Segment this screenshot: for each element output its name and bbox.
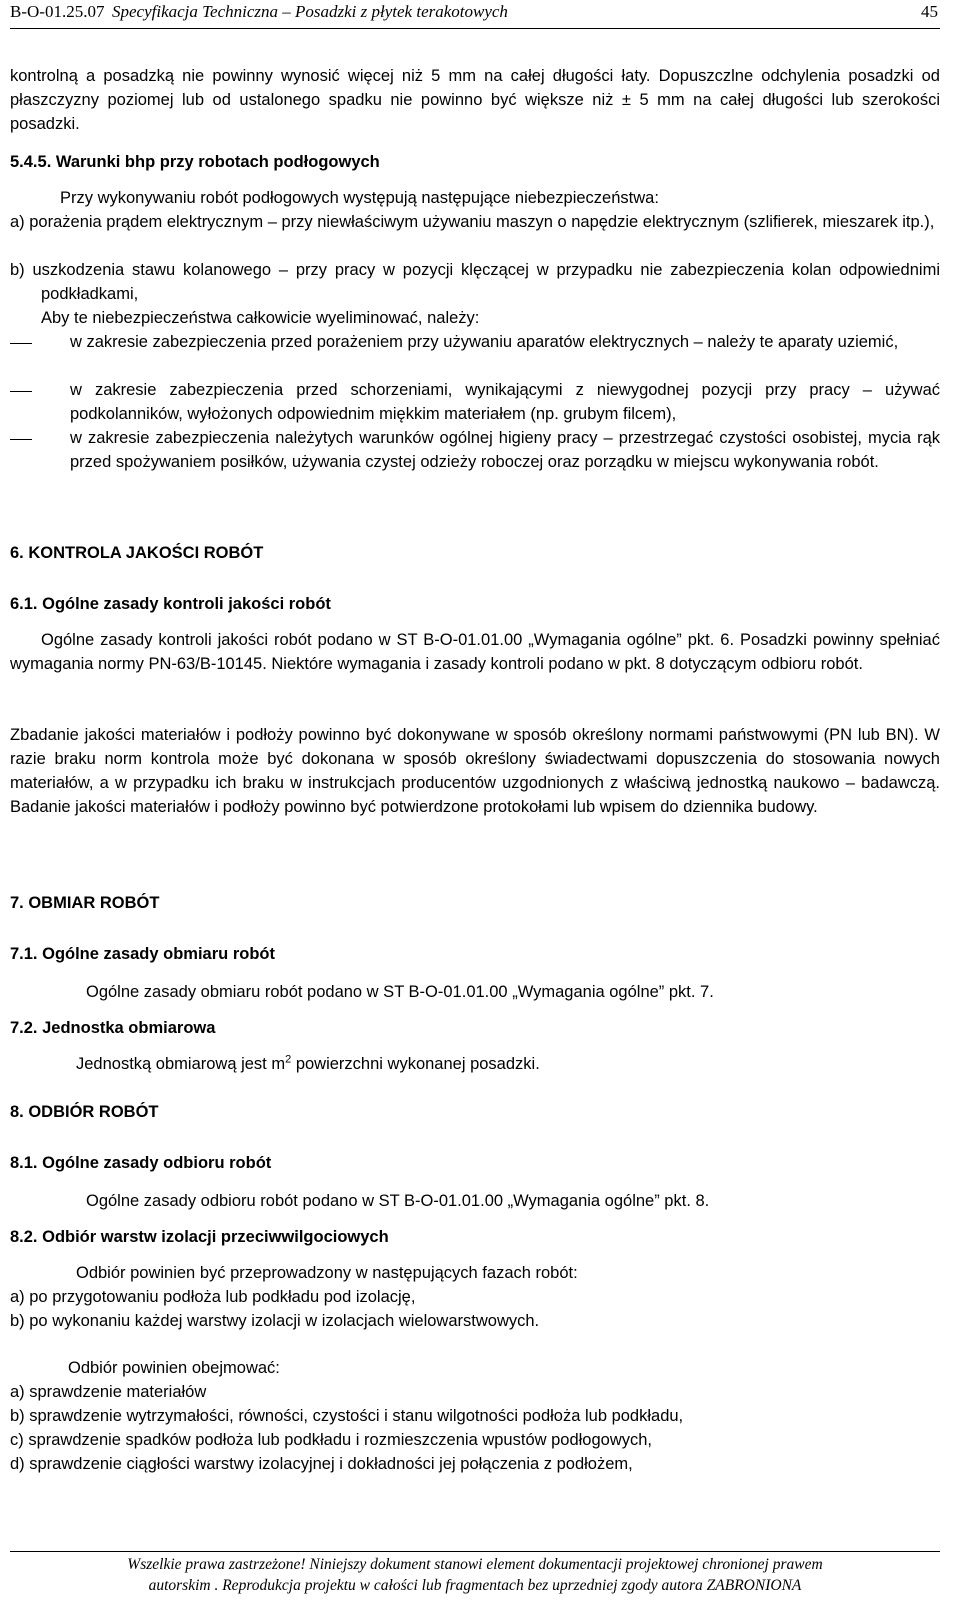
measure-item: w zakresie zabezpieczenia przed schorzeniami, wynikającymi z niewygodnej pozycji przy pracy – używać podkolanników, wyłożonych odpowiednim miękkim materiałem (np. grubym filcem), [70,381,940,423]
section-8-heading: 8. ODBIÓR ROBÓT [10,1103,159,1121]
section-6-1-paragraph-2: Zbadanie jakości materiałów i podłoży powinno być dokonywane w sposób określony normami państwowymi (PN lub BN). W razie braku norm kontrola może być dokonana w sposób określony świadectwami dopuszczenia do stosowania nowych materiałów, a w przypadku ich braku w instrukcjach producentów uzgodnionych z właściwą jednostką naukowo – badawczą. Badanie jakości materiałów i podłoży powinno być potwierdzone protokołami lub wpisem do dziennika budowy. [10,726,940,816]
measure-item: w zakresie zabezpieczenia należytych warunków ogólnej higieny pracy – przestrzegać czystości osobistej, mycia rąk przed spożywaniem posiłków, używania czystej odzieży roboczej oraz porządku w miejscu wykonywania robót. [70,429,940,471]
section-6-1-paragraph-1: Ogólne zasady kontroli jakości robót podano w ST B-O-01.01.00 „Wymagania ogólne” pkt. 6. Posadzki powinny spełniać wymagania normy PN-63/B-10145. Niektóre wymagania i zasady kontroli podano w pkt. 8 dotyczącym odbioru robót. [10,631,940,673]
scope-item-c: c) sprawdzenie spadków podłoża lub podkładu i rozmieszczenia wpustów podłogowych, [10,1431,653,1449]
footer-line-1: Wszelkie prawa zastrzeżone! Niniejszy dokument stanowi element dokumentacji projektowej chronionej prawem [127,1556,823,1573]
section-7-1-heading: 7.1. Ogólne zasady obmiaru robót [10,945,275,963]
scope-lead: Odbiór powinien obejmować: [68,1359,280,1377]
dash-bullet [10,391,32,392]
dash-bullet [10,343,32,344]
page-header [10,2,940,29]
section-6-heading: 6. KONTROLA JAKOŚCI ROBÓT [10,544,264,562]
phase-item-b: b) po wykonaniu każdej warstwy izolacji w izolacjach wielowarstwowych. [10,1312,540,1330]
scope-item-a: a) sprawdzenie materiałów [10,1383,207,1401]
intro-paragraph: kontrolną a posadzką nie powinny wynosić więcej niż 5 mm na całej długości łaty. Dopuszczlne odchylenia posadzki od płaszczyzny poziomej lub od ustalonego spadku nie powinno być większe niż ± 5 mm na całej długości lub szerokości posadzki. [10,67,940,133]
page-footer [10,1551,940,1596]
section-8-1-paragraph: Ogólne zasady odbioru robót podano w ST B-O-01.01.00 „Wymagania ogólne” pkt. 8. [86,1192,710,1210]
section-6-1-heading: 6.1. Ogólne zasady kontroli jakości robót [10,595,331,613]
section-7-1-paragraph: Ogólne zasady obmiaru robót podano w ST B-O-01.01.00 „Wymagania ogólne” pkt. 7. [86,983,714,1001]
phases-lead: Odbiór powinien być przeprowadzony w następujących fazach robót: [76,1264,578,1282]
section-7-2-heading: 7.2. Jednostka obmiarowa [10,1019,216,1037]
footer-line-2: autorskim . Reprodukcja projektu w całości lub fragmentach bez uprzedniej zgody autora ZABRONIONA [148,1577,802,1594]
section-8-1-heading: 8.1. Ogólne zasady odbioru robót [10,1154,272,1172]
section-8-2-heading: 8.2. Odbiór warstw izolacji przeciwwilgociowych [10,1228,389,1246]
section-5-4-5-lead: Przy wykonywaniu robót podłogowych występują następujące niebezpieczeństwa: [60,189,659,207]
document-code: B-O-01.25.07 [10,2,105,21]
scope-item-b: b) sprawdzenie wytrzymałości, równości, czystości i stanu wilgotności podłoża lub podkładu, [10,1407,684,1425]
aby-line: Aby te niebezpieczeństwa całkowicie wyeliminować, należy: [41,309,480,327]
section-7-heading: 7. OBMIAR ROBÓT [10,894,160,912]
section-7-2-paragraph: Jednostką obmiarową jest $m^2$ powierzchni wykonanej posadzki. [76,1053,540,1073]
page-number: 45 [921,2,938,21]
document-title: Specyfikacja Techniczna – Posadzki z płytek terakotowych [112,2,508,21]
hazard-item-a: a) porażenia prądem elektrycznym – przy niewłaściwym używaniu maszyn o napędzie elektrycznym (szlifierek, mieszarek itp.), [10,213,935,231]
dash-bullet [10,439,32,440]
hazard-item-b: b) uszkodzenia stawu kolanowego – przy pracy w pozycji klęczącej w przypadku nie zabezpieczenia kolan odpowiednimi podkładkami, [10,261,940,303]
scope-item-d: d) sprawdzenie ciągłości warstwy izolacyjnej i dokładności jej połączenia z podłożem, [10,1455,633,1473]
section-5-4-5-heading: 5.4.5. Warunki bhp przy robotach podłogowych [10,153,380,171]
phase-item-a: a) po przygotowaniu podłoża lub podkładu pod izolację, [10,1288,416,1306]
measure-item: w zakresie zabezpieczenia przed porażeniem przy używaniu aparatów elektrycznych – należy te aparaty uziemić, [70,333,899,351]
